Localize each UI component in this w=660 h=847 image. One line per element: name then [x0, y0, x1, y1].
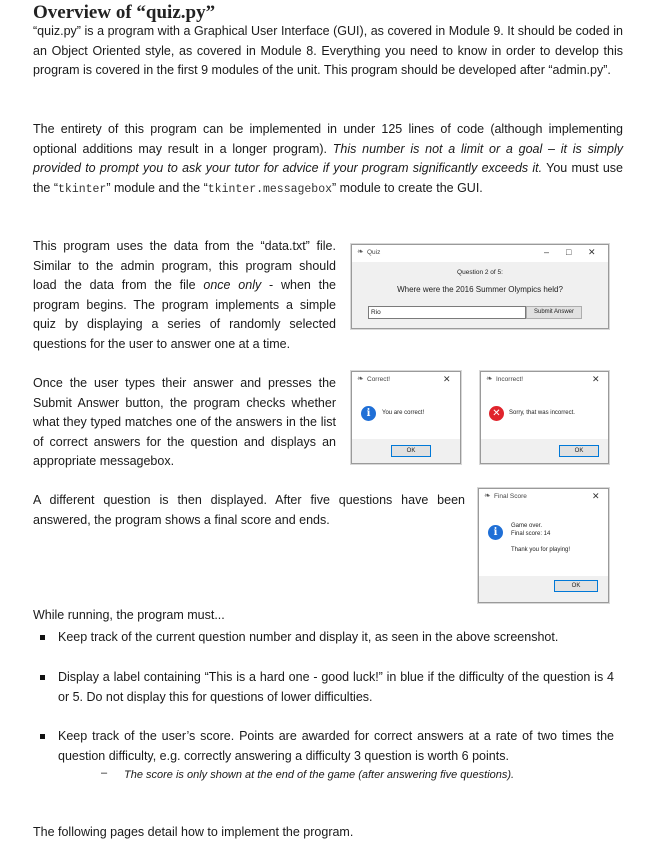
incorrect-message: Sorry, that was incorrect.: [509, 410, 575, 416]
final-score-messagebox: [478, 488, 609, 603]
list-item: Display a label containing “This is a hard one - good luck!” in blue if the difficulty of the question is 4 or 5. Do not display this for questions of lower difficulties.: [58, 668, 614, 707]
advice-note: This number is not a limit or a goal – it is simply provided to prompt you to ask your tutor for advice if your program significantly exceeds it.: [33, 141, 623, 176]
question-text: Where were the 2016 Summer Olympics held?: [397, 285, 563, 294]
list-item: Keep track of the current question number and display it, as seen in the above screenshot.: [58, 628, 614, 648]
code-length-paragraph: The entirety of this program can be implemented in under 125 lines of code (although implementing optional additions may result in a longer program). This number is not a limit or a goal – it is simply provided to prompt you to ask your tutor for advice if your program significantly exceeds it. You must use the “tkinter” module and the “tkinter.messagebox” module to create the GUI.: [33, 122, 623, 196]
correct-titlebar: [352, 372, 460, 389]
sub-bullet: The score is only shown at the end of the game (after answering five questions).: [124, 769, 515, 781]
window-title: Quiz: [367, 249, 381, 256]
quiz-window: [351, 244, 609, 329]
data-paragraph: This program uses the data from the “data.txt” file. Similar to the admin program, this program should load the data from the file once only - when the program begins. The program implements a simple quiz by displaying a series of randomly selected questions for the user to answer one at a time.: [33, 239, 337, 351]
tkinter-code: tkinter: [58, 182, 107, 196]
final-title: Final Score: [494, 493, 527, 500]
quiz-titlebar: [352, 245, 608, 262]
feather-icon: ❧: [486, 374, 493, 383]
incorrect-messagebox: [480, 371, 609, 464]
intro-paragraph: “quiz.py” is a program with a Graphical User Interface (GUI), as covered in Module 9. It should be coded in an Object Oriented style, as covered in Module 8. Everything you need to know in order to develop this program is covered in the first 9 modules of the unit. This program should be developed after “admin.py”.: [33, 24, 623, 78]
submit-paragraph: Once the user types their answer and presses the Submit Answer button, the program checks whether what they typed matches one of the answers in the list of correct answers for the question and displays an appropriate messagebox.: [33, 376, 336, 469]
feather-icon: ❧: [357, 374, 364, 383]
feather-icon: ❧: [484, 491, 491, 500]
final-paragraph: A different question is then displayed. After five questions have been answered, the program shows a final score and ends.: [33, 493, 465, 527]
question-number: Question 2 of 5:: [457, 269, 503, 276]
bullet-icon: [40, 675, 45, 680]
thank-you-text: Thank you for playing!: [511, 547, 571, 553]
ok-button[interactable]: OK: [391, 445, 431, 457]
error-icon: ✕: [489, 406, 504, 421]
submit-answer-button[interactable]: Submit Answer: [526, 306, 582, 319]
while-running-heading: While running, the program must...: [33, 608, 225, 622]
minimize-button[interactable]: –: [544, 247, 550, 257]
incorrect-titlebar: [481, 372, 608, 389]
correct-title: Correct!: [367, 376, 391, 383]
dash-icon: –: [101, 767, 108, 779]
info-icon: i: [361, 406, 376, 421]
close-button[interactable]: ✕: [592, 374, 600, 384]
final-score-text: Final score: 14: [511, 531, 551, 537]
bullet-icon: [40, 635, 45, 640]
info-icon: i: [488, 525, 503, 540]
page-title: Overview of “quiz.py”: [33, 2, 216, 23]
footer-text: The following pages detail how to implement the program.: [33, 825, 354, 839]
answer-input[interactable]: Rio: [368, 306, 526, 319]
correct-message: You are correct!: [382, 410, 425, 416]
final-titlebar: [479, 489, 608, 506]
incorrect-title: Incorrect!: [496, 376, 524, 383]
bullet-icon: [40, 734, 45, 739]
game-over-text: Game over.: [511, 523, 543, 529]
close-button[interactable]: ✕: [443, 374, 451, 384]
list-item: Keep track of the user’s score. Points are awarded for correct answers at a rate of two times the question difficulty, e.g. correctly answering a difficulty 3 question is worth 6 points.: [58, 727, 614, 766]
close-button[interactable]: ✕: [588, 247, 596, 257]
maximize-button[interactable]: □: [566, 247, 572, 257]
messagebox-code: tkinter.messagebox: [207, 182, 333, 196]
correct-messagebox: [351, 371, 461, 464]
ok-button[interactable]: OK: [559, 445, 599, 457]
ok-button[interactable]: OK: [554, 580, 598, 592]
close-button[interactable]: ✕: [592, 491, 600, 501]
feather-icon: ❧: [357, 247, 364, 256]
